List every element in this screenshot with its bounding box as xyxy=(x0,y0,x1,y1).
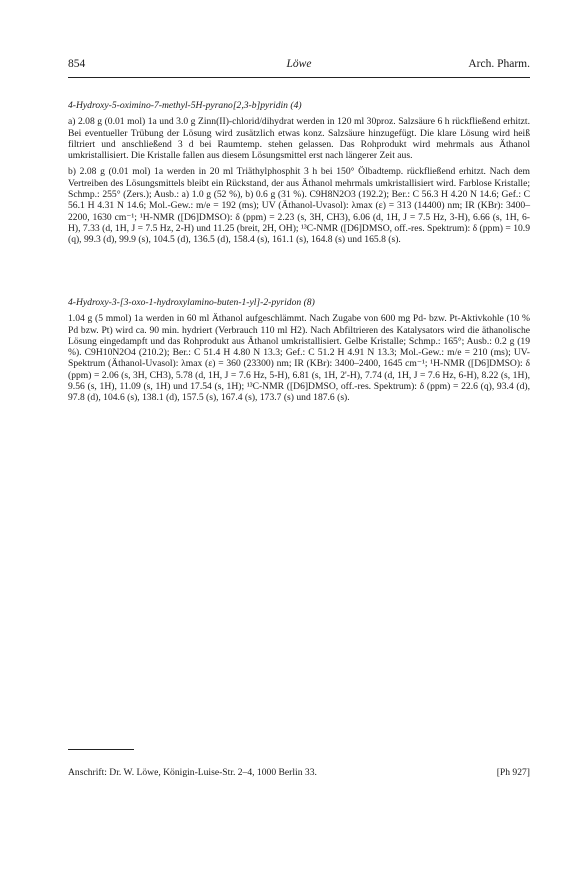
section-heading: 4-Hydroxy-3-[3-oxo-1-hydroxylamino-buten-1-yl]-2-pyridon (8) xyxy=(68,297,315,308)
journal-name: Arch. Pharm. xyxy=(468,58,530,70)
page-number: 854 xyxy=(68,58,86,70)
section-compound-8 xyxy=(68,297,530,409)
section-compound-4 xyxy=(68,100,530,251)
paragraph: b) 2.08 g (0.01 mol) 1a werden in 20 ml Triäthylphosphit 3 h bei 150° Ölbadtemp. rückfließend erhitzt. Nach dem Vertreiben des Lösungsmittels bleibt ein Rückstand, der aus Äthanol mehrmals umkristallisiert wird. Farblose Kristalle; Schmp.: 255° (Zers.); Ausb.: a) 1.0 g (52 %), b) 0.6 g (31 %). C9H8N2O3 (192.2); Ber.: C 56.3 H 4.20 N 14.6; Gef.: C 56.1 H 4.31 N 14.6; Mol.-Gew.: m/e = 192 (ms); UV (Äthanol-Uvasol): λmax (ε) = 313 (14400) nm; IR (KBr): 3400–2200, 1630 cm⁻¹; ¹H-NMR ([D6]DMSO): δ (ppm) = 2.23 (s, 3H, CH3), 6.06 (d, 1H, J = 7.5 Hz, 3-H), 6.66 (s, 1H, 6-H), 7.33 (d, 1H, J = 7.5 Hz, 2-H) und 11.25 (breit, 2H, OH); ¹³C-NMR ([D6]DMSO, off.-res. Spektrum): δ (ppm) = 10.9 (q), 99.3 (d), 99.9 (s), 104.5 (d), 136.5 (d), 158.4 (s), 161.1 (s), 164.8 (s) und 165.8 (s). xyxy=(68,166,530,246)
paragraph: 1.04 g (5 mmol) 1a werden in 60 ml Äthanol aufgeschlämmt. Nach Zugabe von 600 mg Pd- bzw. Pt-Aktivkohle (10 % Pd bzw. Pt) wird ca. 90 min. hydriert (Verbrauch 110 ml H2). Nach Abfiltrieren des Katalysators wird die äthanolische Lösung eingedampft und das Rohprodukt aus Äthanol umkristallisiert. Gelbe Kristalle; Schmp.: 165°; Ausb.: 0.2 g (19 %). C9H10N2O4 (210.2); Ber.: C 51.4 H 4.80 N 13.3; Gef.: C 51.2 H 4.91 N 13.3; Mol.-Gew.: m/e = 210 (ms); UV-Spektrum (Äthanol-Uvasol): λmax (ε) = 360 (23300) nm; IR (KBr): 3400–2400, 1645 cm⁻¹; ¹H-NMR ([D6]DMSO): δ (ppm) = 2.06 (s, 3H, CH3), 5.78 (d, 1H, J = 7.6 Hz, 5-H), 6.81 (s, 1H, 2'-H), 7.74 (d, 1H, J = 7.6 Hz, 6-H), 8.22 (s, 1H), 9.56 (s, 1H), 11.09 (s, 1H) und 17.54 (s, 1H); ¹³C-NMR ([D6]DMSO, off.-res. Spektrum): δ (ppm) = 22.6 (q), 93.4 (d), 97.8 (d), 104.6 (s), 138.1 (d), 157.5 (s), 167.4 (s), 173.7 (s) und 187.6 (s). xyxy=(68,313,530,404)
reference-code: [Ph 927] xyxy=(496,767,530,778)
author-address: Anschrift: Dr. W. Löwe, Königin-Luise-Str. 2–4, 1000 Berlin 33. xyxy=(68,767,317,778)
header-rule xyxy=(68,77,530,78)
footnote-rule xyxy=(68,749,134,750)
paragraph: a) 2.08 g (0.01 mol) 1a und 3.0 g Zinn(II)-chlorid/dihydrat werden in 120 ml 30proz. Salzsäure 6 h rückfließend erhitzt. Bei eventueller Trübung der Lösung wird zusätzlich etwas konz. Salzsäure hinzugefügt. Die klare Lösung wird heiß filtriert und anschließend 3 d bei Raumtemp. stehen gelassen. Das Rohprodukt wird mehrmals aus Äthanol umkristallisiert. Die Kristalle fallen aus diesem Lösungsmittel erst nach längerer Zeit aus. xyxy=(68,116,530,162)
running-header xyxy=(68,58,530,74)
running-author: Löwe xyxy=(286,58,312,70)
footer xyxy=(68,767,530,778)
section-heading: 4-Hydroxy-5-oximino-7-methyl-5H-pyrano[2,3-b]pyridin (4) xyxy=(68,100,302,111)
